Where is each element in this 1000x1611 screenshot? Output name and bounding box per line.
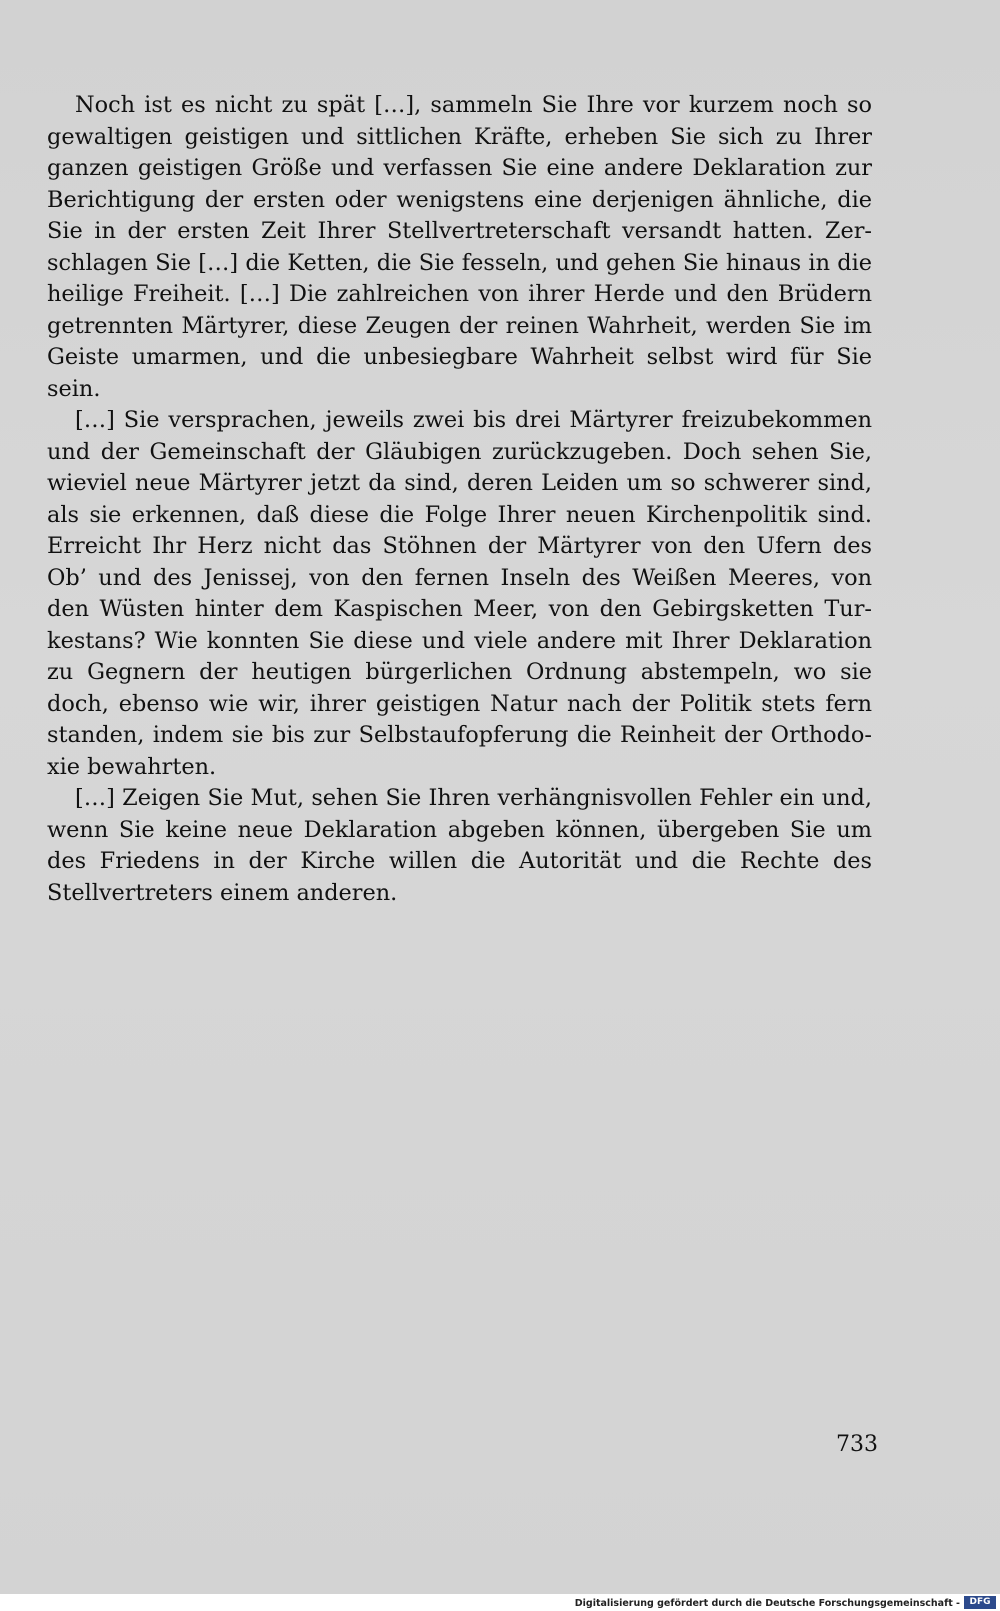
paragraph-1: Noch ist es nicht zu spät […], sammeln Sie Ihre vor kurzem noch so gewaltigen geistigen und sittlichen Kräfte, erheben Sie sich zu Ihrer ganzen geistigen Größe und verfassen Sie eine andere Deklaration zur Berichtigung der ersten oder wenigstens eine derjenigen ähnliche, die Sie in der ersten Zeit Ihrer Stellvertreterschaft versandt hatten. Zerschlagen Sie […] die Ketten, die Sie fesseln, und gehen Sie hinaus in die heilige Freiheit. […] Die zahlreichen von ihrer Herde und den Brüdern getrennten Märtyrer, diese Zeugen der reinen Wahrheit, werden Sie im Geiste umarmen, und die unbesiegbare Wahrheit selbst wird für Sie sein. bbox=[47, 92, 872, 402]
digitization-footer bbox=[0, 1594, 1000, 1611]
paragraph-2: […] Sie versprachen, jeweils zwei bis drei Märtyrer freizubekommen und der Gemeinschaft der Gläubigen zurückzugeben. Doch sehen Sie, wieviel neue Märtyrer jetzt da sind, deren Leiden um so schwerer sind, als sie erkennen, daß diese die Folge Ihrer neuen Kirchenpolitik sind. Erreicht Ihr Herz nicht das Stöhnen der Märtyrer von den Ufern des Ob’ und des Jenissej, von den fernen Inseln des Weißen Meeres, von den Wüsten hinter dem Kaspischen Meer, von den Gebirgsketten Turkestans? Wie konnten Sie diese und viele andere mit Ihrer Deklaration zu Gegnern der heutigen bürgerlichen Ordnung abstempeln, wo sie doch, ebenso wie wir, ihrer geistigen Natur nach der Politik stets fern standen, indem sie bis zur Selbstaufopferung die Reinheit der Orthodoxie bewahrten. bbox=[47, 407, 872, 780]
dfg-logo: DFG bbox=[964, 1596, 996, 1609]
page-number: 733 bbox=[836, 1432, 878, 1457]
paragraph-3: […] Zeigen Sie Mut, sehen Sie Ihren verhängnisvollen Fehler ein und, wenn Sie keine neue Deklaration abgeben können, übergeben Sie um des Friedens in der Kirche willen die Autorität und die Rechte des Stellvertreters einem anderen. bbox=[47, 785, 872, 906]
footer-credit-text: Digitalisierung gefördert durch die Deutsche Forschungsgemeinschaft - bbox=[574, 1598, 960, 1609]
body-text bbox=[47, 90, 872, 909]
